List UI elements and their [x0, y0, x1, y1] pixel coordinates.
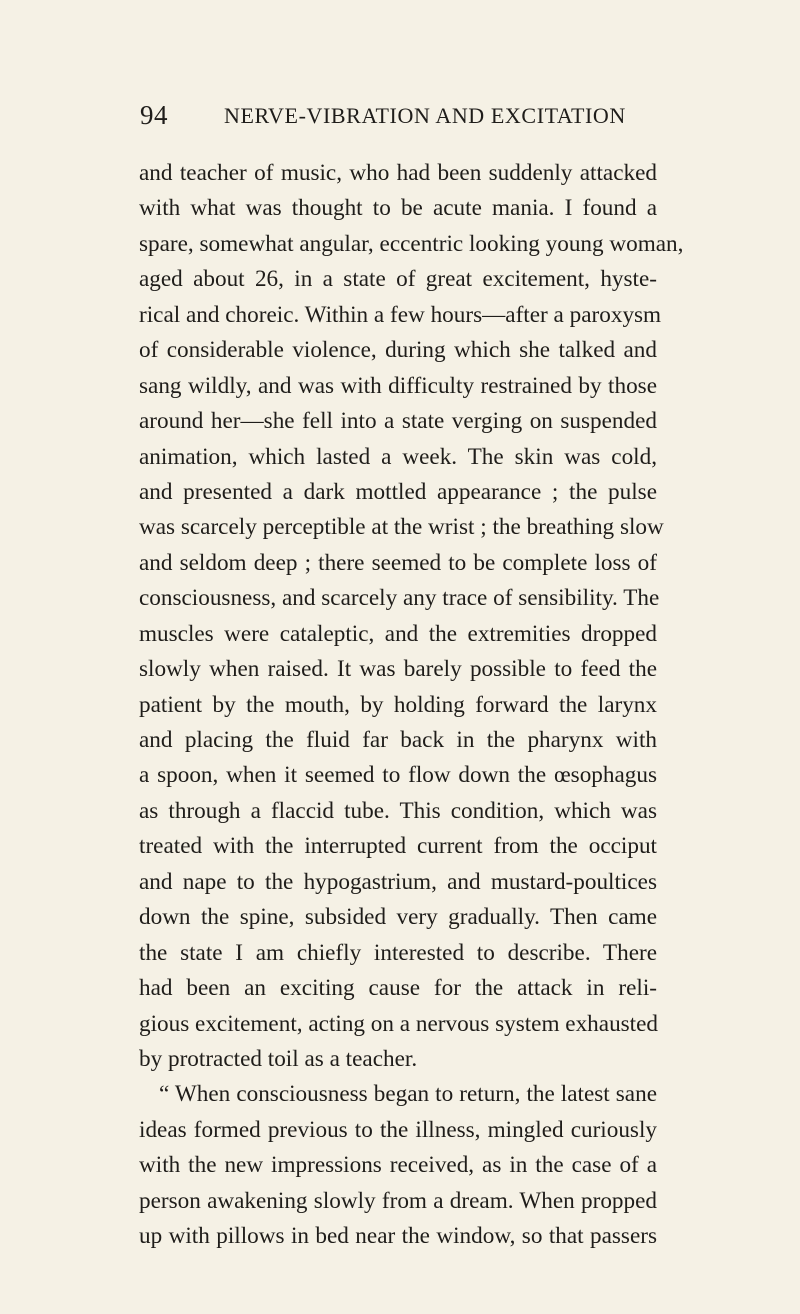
- text-line: spare, somewhat angular, eccentric looking young woman,: [139, 230, 684, 257]
- text-line: muscles were cataleptic, and the extremities dropped: [139, 620, 657, 647]
- text-line: was scarcely perceptible at the wrist ; the breathing slow: [139, 514, 664, 541]
- text-line: up with pillows in bed near the window, so that passers: [139, 1223, 657, 1250]
- text-line: and nape to the hypogastrium, and mustard-poultices: [139, 868, 657, 895]
- text-line: slowly when raised. It was barely possible to feed the: [139, 656, 657, 683]
- text-line: person awakening slowly from a dream. When propped: [139, 1187, 657, 1214]
- paragraph-last-line: by protracted toil as a teacher.: [139, 1045, 418, 1072]
- text-line: and seldom deep ; there seemed to be complete loss of: [139, 549, 657, 576]
- text-line: ideas formed previous to the illness, mingled curiously: [139, 1116, 657, 1143]
- text-line: sang wildly, and was with difficulty restrained by those: [139, 372, 657, 399]
- text-line: patient by the mouth, by holding forward the larynx: [139, 691, 657, 718]
- text-line: with what was thought to be acute mania. I found a: [139, 195, 657, 222]
- text-line: rical and choreic. Within a few hours—after a paroxysm: [139, 301, 662, 328]
- text-line: down the spine, subsided very gradually. Then came: [139, 904, 657, 931]
- text-line: animation, which lasted a week. The skin was cold,: [139, 443, 657, 470]
- text-line: and teacher of music, who had been suddenly attacked: [139, 160, 657, 186]
- text-line: of considerable violence, during which she talked and: [139, 337, 657, 364]
- body-text: [139, 156, 684, 1255]
- running-head: [140, 100, 660, 136]
- text-line: and presented a dark mottled appearance ; the pulse: [139, 478, 657, 505]
- text-line: the state I am chiefly interested to describe. There: [139, 939, 657, 966]
- text-line: and placing the fluid far back in the pharynx with: [139, 727, 657, 753]
- text-line: with the new impressions received, as in the case of a: [139, 1152, 657, 1179]
- text-line: consciousness, and scarcely any trace of sensibility. The: [139, 585, 660, 612]
- text-line: gious excitement, acting on a nervous system exhausted: [139, 1010, 659, 1037]
- text-line: had been an exciting cause for the attack in reli-: [139, 975, 657, 1002]
- text-line: treated with the interrupted current from the occiput: [139, 833, 657, 860]
- page-number: 94: [140, 100, 168, 130]
- text-line: around her—she fell into a state verging on suspended: [139, 408, 657, 435]
- paragraph-first-line: “ When consciousness began to return, the latest sane: [159, 1081, 657, 1108]
- text-line: aged about 26, in a state of great excitement, hyste-: [139, 266, 657, 293]
- text-line: as through a flaccid tube. This condition, which was: [139, 797, 657, 824]
- running-title: NERVE-VIBRATION AND EXCITATION: [224, 103, 626, 128]
- text-line: a spoon, when it seemed to flow down the œsophagus: [139, 762, 657, 789]
